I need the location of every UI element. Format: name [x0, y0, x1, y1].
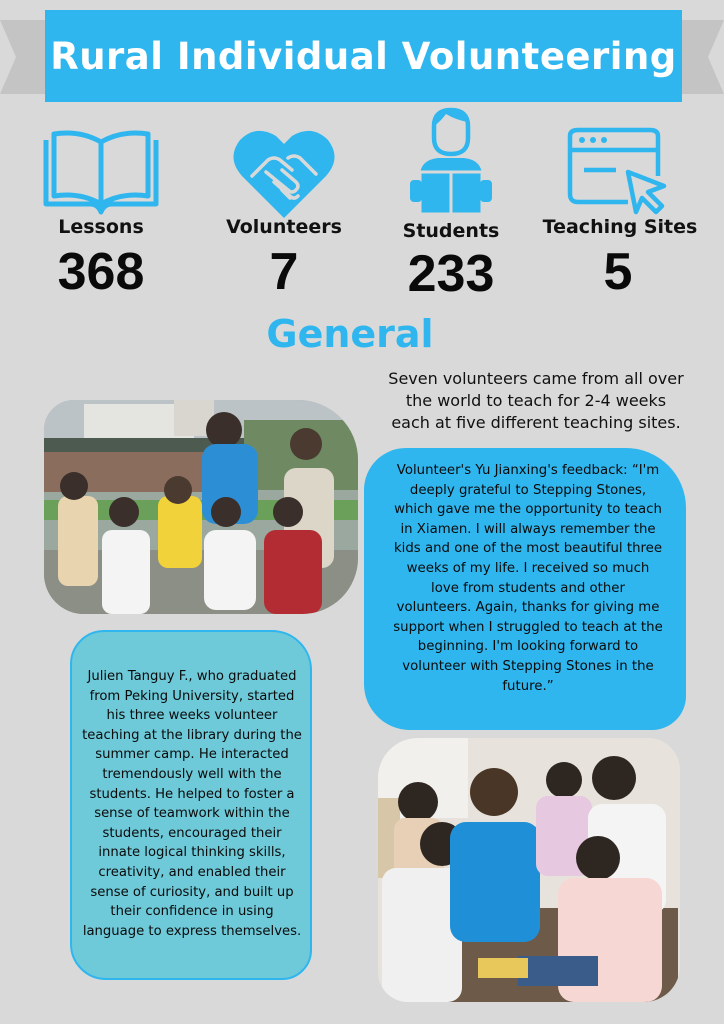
stat-value-lessons: 368	[57, 243, 145, 301]
stat-students	[406, 104, 496, 216]
stat-label-teaching-sites: Teaching Sites	[542, 216, 698, 238]
stat-teaching-sites	[566, 126, 670, 216]
browser-cursor-icon	[566, 126, 670, 216]
stat-value-teaching-sites: 5	[603, 243, 633, 301]
stat-value-volunteers: 7	[269, 243, 299, 301]
student-reading-icon	[406, 104, 496, 216]
feedback-quote-text: Volunteer's Yu Jianxing's feedback: “I'm deeply grateful to Stepping Stones, which gave me the opportunity to teach in Xiamen. I will always remember the kids and one of the most beautiful three weeks of my life. I received so much love from students and other volunteers. Again, thanks for giving me support when I struggled to teach at the beginning. I'm looking forward to volunteer with Stepping Stones in the future.”	[393, 463, 663, 694]
julien-description-text: Julien Tanguy F., who graduated from Peking University, started his three weeks volunteer teaching at the library during the summer camp. He interacted tremendously well with the students. He helped to foster a sense of teamwork within the students, encouraged their innate logical thinking skills, creativity, and enabled their sense of curiosity, and built up their confidence in using language to express themselves.	[82, 669, 302, 939]
open-book-icon	[40, 128, 162, 218]
stat-label-lessons: Lessons	[58, 216, 144, 238]
ribbon-notch-right	[708, 20, 724, 94]
stat-lessons	[40, 128, 162, 218]
stat-label-students: Students	[402, 220, 500, 242]
ribbon-notch-left	[0, 20, 16, 94]
section-heading-general: General	[266, 312, 434, 356]
page-title: Rural Individual Volunteering	[50, 34, 677, 78]
stat-label-volunteers: Volunteers	[226, 216, 342, 238]
title-banner	[45, 10, 682, 102]
intro-text: Seven volunteers came from all over the world to teach for 2-4 weeks each at five different teaching sites.	[388, 369, 684, 432]
photo-group-hug-image	[44, 400, 358, 614]
photo-group-hug	[44, 400, 358, 614]
photo-classroom	[378, 738, 680, 1002]
photo-classroom-image	[378, 738, 680, 1002]
stat-volunteers	[232, 128, 336, 220]
heart-handshake-icon	[232, 128, 336, 220]
stat-value-students: 233	[407, 245, 495, 303]
